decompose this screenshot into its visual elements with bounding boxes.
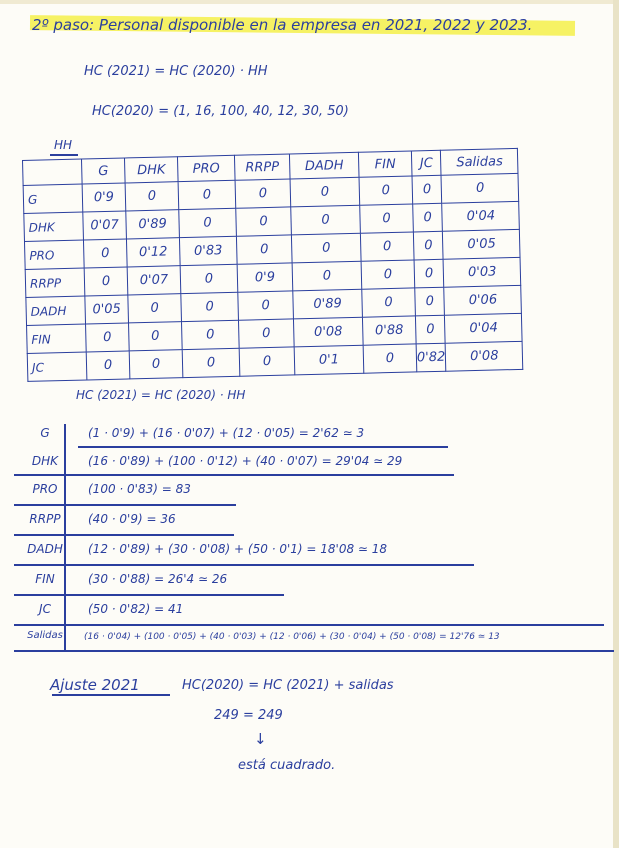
adjustment-equation: HC(2020) = HC (2021) + salidas — [182, 678, 394, 693]
matrix-cell: 0 — [128, 294, 182, 323]
calc-underline — [14, 624, 604, 626]
down-arrow-icon: ↓ — [254, 730, 267, 748]
calc-label: FIN — [35, 572, 55, 586]
adjustment-underline — [52, 694, 170, 696]
matrix-cell: 0 — [129, 350, 183, 379]
calc-expression: (1 · 0'9) + (16 · 0'07) + (12 · 0'05) = 2'62 ≃ 3 — [88, 426, 365, 440]
matrix-cell: 0 — [291, 205, 361, 235]
calc-expression: (100 · 0'83) = 83 — [88, 482, 191, 496]
matrix-col-header: JC — [411, 150, 441, 176]
matrix-col-header: PRO — [177, 155, 235, 181]
calc-expression: (12 · 0'89) + (30 · 0'08) + (50 · 0'1) = 18'08 ≃ 18 — [88, 542, 388, 556]
calc-row-pro — [14, 482, 214, 506]
matrix-cell: 0 — [181, 292, 239, 321]
matrix-cell: 0'08 — [445, 341, 523, 371]
matrix-cell: 0'82 — [416, 343, 446, 372]
calc-label: Salidas — [27, 630, 63, 641]
matrix-cell: 0 — [239, 347, 295, 376]
calc-label: DHK — [31, 454, 59, 468]
matrix-row-header: FIN — [27, 324, 87, 353]
matrix-cell: 0'03 — [443, 257, 521, 287]
matrix-cell: 0 — [290, 177, 360, 207]
calc-row-jc — [14, 602, 264, 626]
matrix-cell: 0 — [359, 176, 413, 205]
matrix-cell: 0 — [86, 323, 130, 352]
calc-label: DADH — [27, 542, 63, 556]
formula-hc-2021: HC (2021) = HC (2020) · HH — [84, 64, 268, 79]
matrix-cell: 0 — [291, 233, 361, 263]
calc-underline — [14, 474, 454, 476]
matrix-cell: 0'07 — [83, 211, 127, 240]
matrix-cell: 0 — [413, 231, 443, 260]
transition-matrix — [22, 148, 524, 382]
formula-hc-2021-repeat: HC (2021) = HC (2020) · HH — [76, 388, 246, 402]
matrix-cell: 0 — [125, 182, 179, 211]
calc-expression: (40 · 0'9) = 36 — [88, 512, 176, 526]
matrix-cell: 0 — [415, 287, 445, 316]
matrix-cell: 0 — [362, 288, 416, 317]
adjustment-values: 249 = 249 — [214, 708, 283, 723]
matrix-cell: 0 — [441, 173, 519, 203]
calc-label: JC — [39, 602, 51, 616]
matrix-corner-cell — [23, 159, 83, 185]
matrix-col-header: RRPP — [234, 154, 290, 180]
matrix-cell: 0 — [236, 207, 292, 236]
calc-expression: (16 · 0'04) + (100 · 0'05) + (40 · 0'03) + (12 · 0'06) + (30 · 0'04) + (50 · 0'08) = 12'76 ≃ 13 — [84, 632, 500, 642]
calc-underline — [14, 594, 284, 596]
matrix-cell: 0'05 — [85, 295, 129, 324]
calc-underline — [14, 504, 236, 506]
matrix-cell: 0'1 — [294, 345, 364, 375]
matrix-cell: 0 — [182, 348, 240, 377]
matrix-cell: 0 — [236, 235, 292, 264]
calc-underline — [14, 534, 234, 536]
matrix-cell: 0'08 — [293, 317, 363, 347]
calc-expression: (30 · 0'88) = 26'4 ≃ 26 — [88, 572, 228, 586]
matrix-row-header: DHK — [24, 212, 84, 241]
matrix-cell: 0 — [415, 315, 445, 344]
matrix-cell: 0 — [83, 239, 127, 268]
matrix-cell: 0 — [363, 344, 417, 373]
matrix-cell: 0 — [412, 175, 442, 204]
matrix-cell: 0 — [86, 351, 130, 380]
matrix-cell: 0'9 — [237, 263, 293, 292]
matrix-cell: 0 — [179, 208, 237, 237]
formula-hc-2020-vector: HC(2020) = (1, 16, 100, 40, 12, 30, 50) — [92, 104, 349, 119]
matrix-cell: 0 — [129, 322, 183, 351]
adjustment-label: Ajuste 2021 — [50, 676, 140, 694]
calc-label: G — [40, 426, 50, 440]
calc-row-dadh — [14, 542, 454, 566]
matrix-row-header: PRO — [24, 240, 84, 269]
matrix-cell: 0 — [84, 267, 128, 296]
matrix-cell: 0 — [235, 179, 291, 208]
matrix-cell: 0'05 — [443, 229, 521, 259]
matrix-cell: 0'89 — [293, 289, 363, 319]
matrix-cell: 0'83 — [179, 236, 237, 265]
matrix-cell: 0'12 — [126, 238, 180, 267]
matrix-label-underline — [50, 154, 78, 156]
matrix-cell: 0 — [180, 264, 238, 293]
matrix-col-header: DHK — [124, 157, 178, 183]
calc-underline — [78, 446, 448, 448]
matrix-cell: 0 — [178, 180, 236, 209]
calc-label: RRPP — [29, 512, 61, 526]
calc-expression: (50 · 0'82) = 41 — [88, 602, 184, 616]
calc-label: PRO — [32, 482, 58, 496]
matrix-row-header: RRPP — [25, 268, 85, 297]
matrix-cell: 0 — [414, 259, 444, 288]
matrix-cell: 0'04 — [442, 201, 520, 231]
adjustment-result: está cuadrado. — [238, 758, 336, 773]
matrix-col-header: Salidas — [441, 148, 519, 175]
matrix-col-header: G — [81, 158, 125, 184]
calc-underline — [14, 650, 614, 652]
matrix-label: HH — [54, 138, 73, 152]
step-title: 2º paso: Personal disponible en la empresa en 2021, 2022 y 2023. — [32, 16, 533, 34]
calc-expression: (16 · 0'89) + (100 · 0'12) + (40 · 0'07) = 29'04 ≃ 29 — [88, 454, 403, 468]
matrix-col-header: DADH — [289, 152, 359, 179]
calc-underline — [14, 564, 474, 566]
matrix-col-header: FIN — [358, 151, 412, 177]
page-top-edge — [0, 0, 619, 4]
matrix-cell: 0'9 — [82, 183, 126, 212]
calc-row-fin — [14, 572, 264, 596]
matrix-cell: 0 — [181, 320, 239, 349]
matrix-cell: 0 — [360, 204, 414, 233]
matrix-cell: 0 — [413, 203, 443, 232]
calc-row-rrpp — [14, 512, 214, 536]
matrix-cell: 0 — [292, 261, 362, 291]
matrix-row-header: JC — [27, 352, 87, 381]
matrix-cell: 0'89 — [126, 210, 180, 239]
matrix-cell: 0'88 — [362, 316, 416, 345]
matrix-row-header: DADH — [26, 296, 86, 325]
page-right-edge — [613, 0, 619, 848]
matrix-cell: 0 — [238, 291, 294, 320]
matrix-cell: 0 — [360, 232, 414, 261]
matrix-cell: 0 — [361, 260, 415, 289]
matrix-cell: 0 — [238, 319, 294, 348]
matrix-cell: 0'04 — [445, 313, 523, 343]
matrix-cell: 0'06 — [444, 285, 522, 315]
matrix-row-header: G — [23, 184, 83, 213]
matrix-cell: 0'07 — [127, 266, 181, 295]
